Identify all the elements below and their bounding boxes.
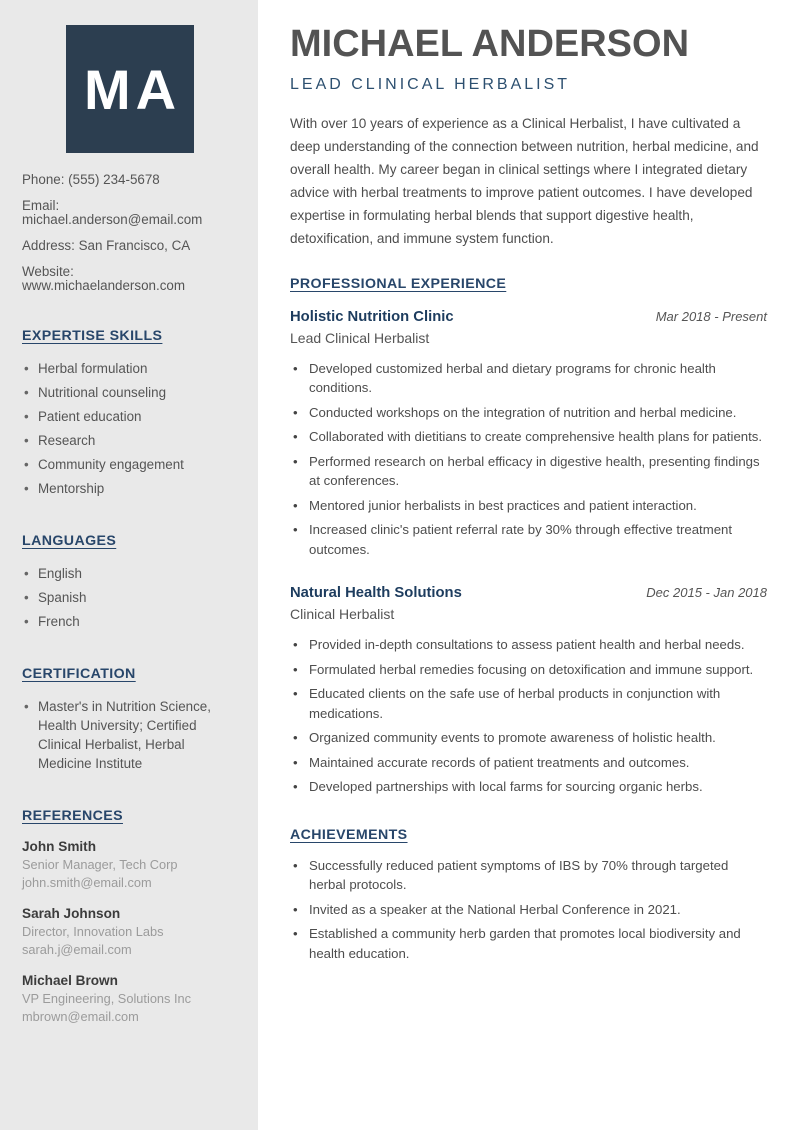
reference-email: sarah.j@email.com — [22, 942, 132, 957]
language-item: • English — [22, 564, 238, 583]
skill-item: • Community engagement — [22, 455, 238, 474]
skill-item: • Nutritional counseling — [22, 383, 238, 402]
job-bullet-list — [290, 359, 767, 560]
job-bullet: • Collaborated with dietitians to create comprehensive health plans for patients. — [290, 427, 767, 447]
reference-email: mbrown@email.com — [22, 1009, 139, 1024]
job-bullet: • Increased clinic's patient referral rate by 30% through effective treatment outcomes. — [290, 520, 767, 559]
avatar — [66, 25, 194, 153]
company-name: Natural Health Solutions — [290, 585, 462, 602]
skill-item: • Mentorship — [22, 479, 238, 498]
reference-entry — [22, 905, 238, 958]
sidebar-section-title-certification: CERTIFICATION — [22, 666, 136, 682]
job-role: Lead Clinical Herbalist — [290, 329, 430, 346]
achievement-bullet: • Invited as a speaker at the National Herbal Conference in 2021. — [290, 900, 767, 920]
certification-list — [22, 697, 238, 773]
job-bullet: • Performed research on herbal efficacy in digestive health, presenting findings at conferences. — [290, 452, 767, 491]
job-bullet: • Provided in-depth consultations to assess patient health and herbal needs. — [290, 635, 767, 655]
skills-list — [22, 359, 238, 498]
sidebar — [0, 0, 258, 1130]
job-bullet: • Developed customized herbal and dietary programs for chronic health conditions. — [290, 359, 767, 398]
skill-item: • Patient education — [22, 407, 238, 426]
certification-item: • Master's in Nutrition Science, Health University; Certified Clinical Herbalist, Herbal Medicine Institute — [22, 697, 238, 773]
avatar-initials: MA — [83, 57, 182, 121]
achievements-list — [290, 856, 767, 964]
skill-item: • Herbal formulation — [22, 359, 238, 378]
job-bullet: • Educated clients on the safe use of herbal products in conjunction with medications. — [290, 684, 767, 723]
sidebar-section-title-references: REFERENCES — [22, 808, 123, 824]
candidate-title: LEAD CLINICAL HERBALIST — [290, 75, 571, 93]
contact-website: Website: www.michaelanderson.com — [22, 264, 185, 293]
language-item: • French — [22, 612, 238, 631]
job-header — [290, 585, 767, 601]
job-bullet-list — [290, 635, 767, 797]
job-dates: Mar 2018 - Present — [655, 308, 767, 324]
sidebar-section-title-languages: LANGUAGES — [22, 533, 117, 549]
reference-name: Sarah Johnson — [22, 906, 121, 921]
languages-list — [22, 564, 238, 631]
reference-email: john.smith@email.com — [22, 875, 152, 890]
reference-entry — [22, 838, 238, 891]
section-title-achievements: ACHIEVEMENTS — [290, 826, 408, 843]
contact-address: Address: San Francisco, CA — [22, 238, 191, 253]
reference-name: John Smith — [22, 839, 97, 854]
reference-entry — [22, 972, 238, 1025]
sidebar-section-title-skills: EXPERTISE SKILLS — [22, 328, 163, 344]
contact-email: Email: michael.anderson@email.com — [22, 198, 203, 227]
contact-info — [22, 173, 238, 293]
language-item: • Spanish — [22, 588, 238, 607]
reference-role: VP Engineering, Solutions Inc — [22, 991, 192, 1006]
skill-item: • Research — [22, 431, 238, 450]
job-bullet: • Formulated herbal remedies focusing on detoxification and immune support. — [290, 660, 767, 680]
summary-text: With over 10 years of experience as a Clinical Herbalist, I have cultivated a deep understanding of the connection between nutrition, herbal medicine, and overall health. My career began in clinical settings where I integrated dietary advice with herbal treatments to improve patient outcomes. I have developed expertise in formulating herbal blends that support digestive health, detoxification, and immune system function. — [290, 115, 759, 246]
job-header — [290, 309, 767, 325]
reference-name: Michael Brown — [22, 973, 118, 988]
job-bullet: • Maintained accurate records of patient treatments and outcomes. — [290, 753, 767, 773]
job-dates: Dec 2015 - Jan 2018 — [646, 585, 767, 601]
job-bullet: • Organized community events to promote awareness of holistic health. — [290, 728, 767, 748]
job-role: Clinical Herbalist — [290, 606, 395, 623]
job-bullet: • Developed partnerships with local farms for sourcing organic herbs. — [290, 777, 767, 797]
job-bullet: • Conducted workshops on the integration of nutrition and herbal medicine. — [290, 403, 767, 423]
contact-phone: Phone: (555) 234-5678 — [22, 172, 160, 187]
job-entry — [290, 585, 767, 797]
achievement-bullet: • Successfully reduced patient symptoms of IBS by 70% through targeted herbal protocols. — [290, 856, 767, 895]
achievement-bullet: • Established a community herb garden that promotes local biodiversity and health education. — [290, 924, 767, 963]
job-bullet: • Mentored junior herbalists in best practices and patient interaction. — [290, 496, 767, 516]
resume-main — [258, 0, 800, 1130]
company-name: Holistic Nutrition Clinic — [290, 308, 454, 325]
candidate-name: MICHAEL ANDERSON — [290, 23, 690, 65]
reference-role: Director, Innovation Labs — [22, 924, 164, 939]
reference-role: Senior Manager, Tech Corp — [22, 857, 178, 872]
section-title-experience: PROFESSIONAL EXPERIENCE — [290, 275, 507, 292]
job-entry — [290, 309, 767, 560]
